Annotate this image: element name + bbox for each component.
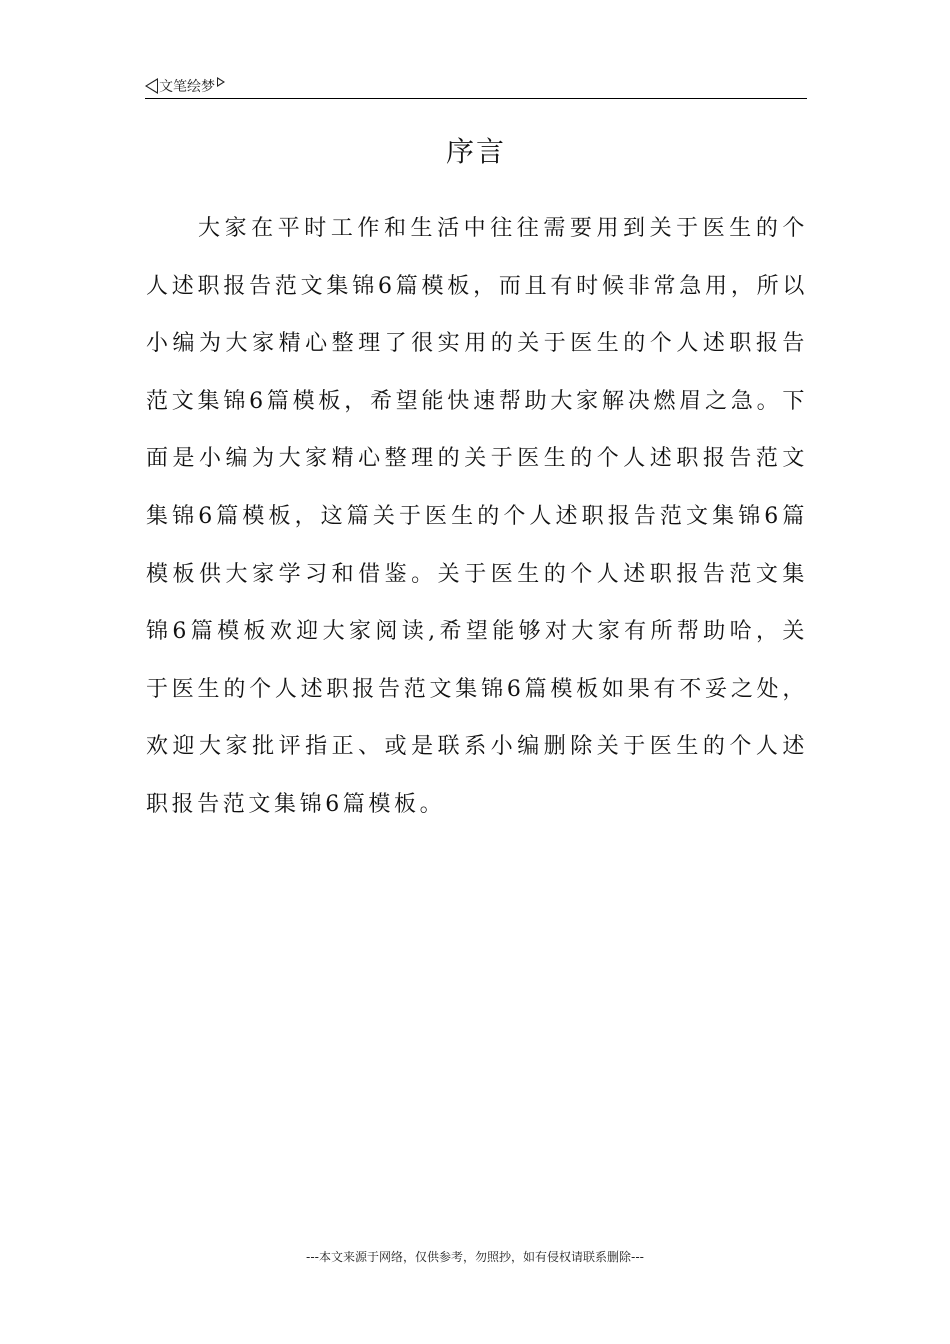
- header-brand: [145, 76, 225, 96]
- document-body: 大家在平时工作和生活中往往需要用到关于医生的个人述职报告范文集锦6篇模板，而且有时候非常急用，所以小编为大家精心整理了很实用的关于医生的个人述职报告范文集锦6篇模板，希望能快速帮助大家解决燃眉之急。下面是小编为大家精心整理的关于医生的个人述职报告范文集锦6篇模板，这篇关于医生的个人述职报告范文集锦6篇模板供大家学习和借鉴。关于医生的个人述职报告范文集锦6篇模板欢迎大家阅读,希望能够对大家有所帮助哈，关于医生的个人述职报告范文集锦6篇模板如果有不妥之处，欢迎大家批评指正、或是联系小编删除关于医生的个人述职报告范文集锦6篇模板。: [146, 216, 808, 817]
- header-brand-text: 文笔绘梦: [159, 79, 215, 95]
- footer-notice: ---本文来源于网络，仅供参考，勿照抄，如有侵权请联系删除---: [306, 1250, 644, 1264]
- document-title: 序言: [445, 135, 506, 168]
- triangle-right-icon: [217, 77, 225, 87]
- triangle-left-icon: [145, 78, 158, 94]
- page-header: [145, 74, 807, 99]
